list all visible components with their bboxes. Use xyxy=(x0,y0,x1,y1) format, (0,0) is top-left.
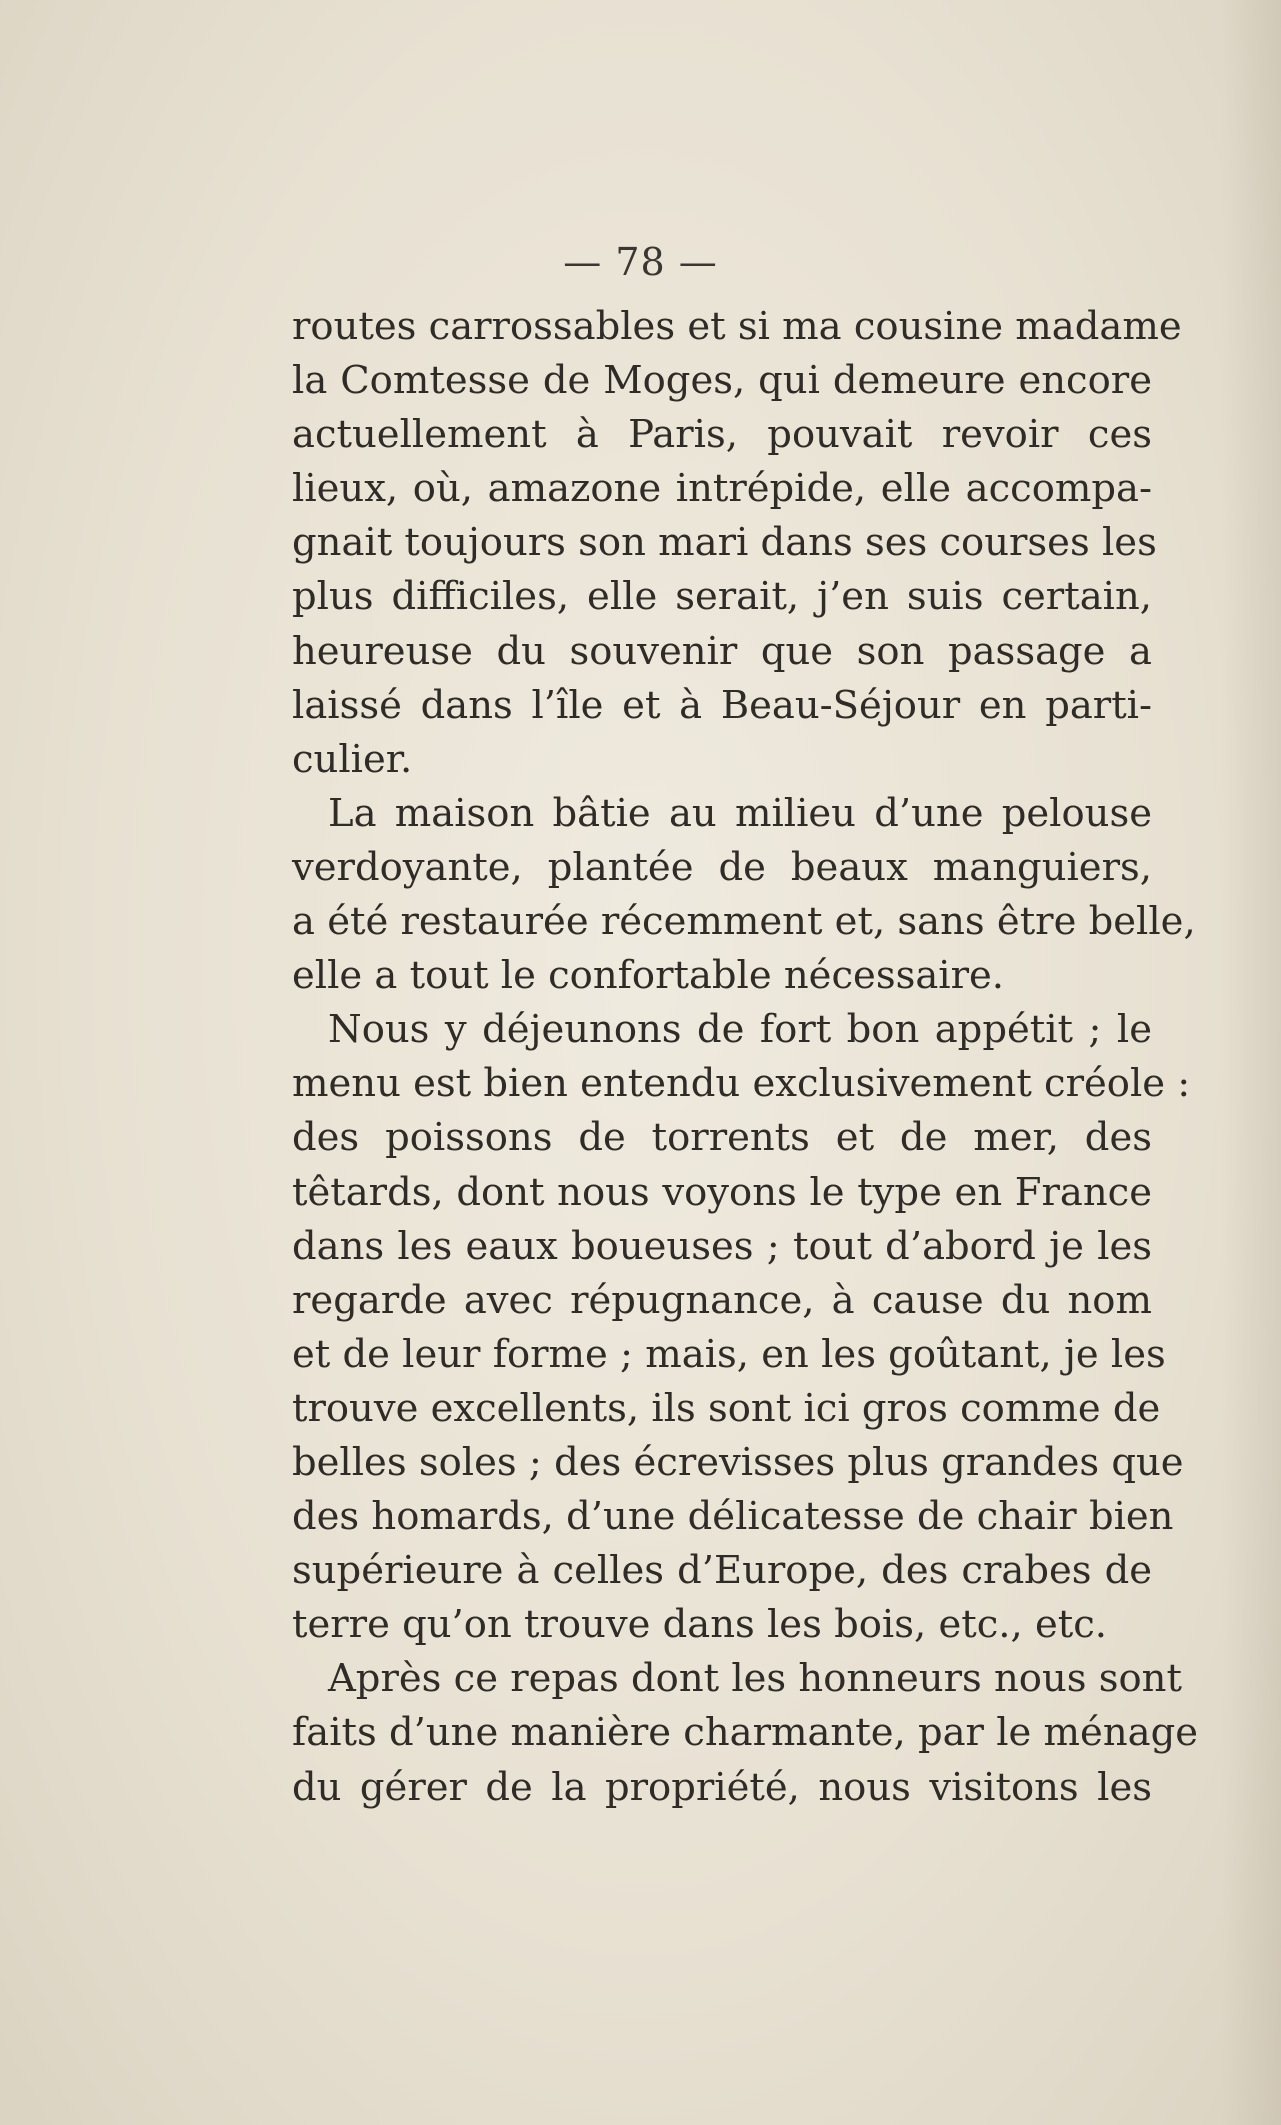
text-line: gnait toujours son mari dans ses courses les xyxy=(292,520,1157,566)
text-line: belles soles ; des écrevisses plus grandes que xyxy=(292,1439,1184,1485)
body-text xyxy=(292,300,1199,1815)
text-line: dans les eaux boueuses ; tout d’abord je les xyxy=(292,1223,1152,1269)
paragraph-start-line: La maison bâtie au milieu d’une pelouse xyxy=(328,790,1152,836)
text-line: verdoyante, plantée de beaux manguiers, xyxy=(292,844,1152,890)
text-line: a été restaurée récemment et, sans être belle, xyxy=(292,899,1196,945)
text-line: la Comtesse de Moges, qui demeure encore xyxy=(292,358,1152,404)
page-number: — 78 — xyxy=(563,240,718,284)
text-line: des homards, d’une délicatesse de chair bien xyxy=(292,1494,1174,1540)
text-line: faits d’une manière charmante, par le ménage xyxy=(292,1710,1199,1756)
text-line: laissé dans l’île et à Beau-Séjour en parti- xyxy=(292,682,1152,728)
text-line: lieux, où, amazone intrépide, elle accompa- xyxy=(292,466,1152,512)
text-line: terre qu’on trouve dans les bois, etc., etc. xyxy=(292,1602,1108,1648)
text-line: actuellement à Paris, pouvait revoir ces xyxy=(292,412,1152,458)
text-line: du gérer de la propriété, nous visitons les xyxy=(292,1764,1152,1810)
text-line: menu est bien entendu exclusivement créole : xyxy=(292,1061,1191,1107)
text-line: elle a tout le confortable nécessaire. xyxy=(292,953,1005,999)
text-line: des poissons de torrents et de mer, des xyxy=(292,1115,1152,1161)
paragraph-start-line: Après ce repas dont les honneurs nous sont xyxy=(328,1656,1182,1702)
text-line: heureuse du souvenir que son passage a xyxy=(292,628,1152,674)
text-line: routes carrossables et si ma cousine madame xyxy=(292,304,1182,349)
text-line: plus difficiles, elle serait, j’en suis certain, xyxy=(292,574,1152,620)
text-line: et de leur forme ; mais, en les goûtant, je les xyxy=(292,1331,1166,1377)
text-line: culier. xyxy=(292,736,413,782)
text-line: regarde avec répugnance, à cause du nom xyxy=(292,1277,1152,1323)
text-line: têtards, dont nous voyons le type en France xyxy=(292,1169,1152,1215)
page-edge-shadow xyxy=(1221,0,1281,2125)
text-line: trouve excellents, ils sont ici gros comme de xyxy=(292,1385,1161,1431)
text-line: supérieure à celles d’Europe, des crabes de xyxy=(292,1548,1152,1594)
paragraph-start-line: Nous y déjeunons de fort bon appétit ; le xyxy=(328,1007,1152,1053)
